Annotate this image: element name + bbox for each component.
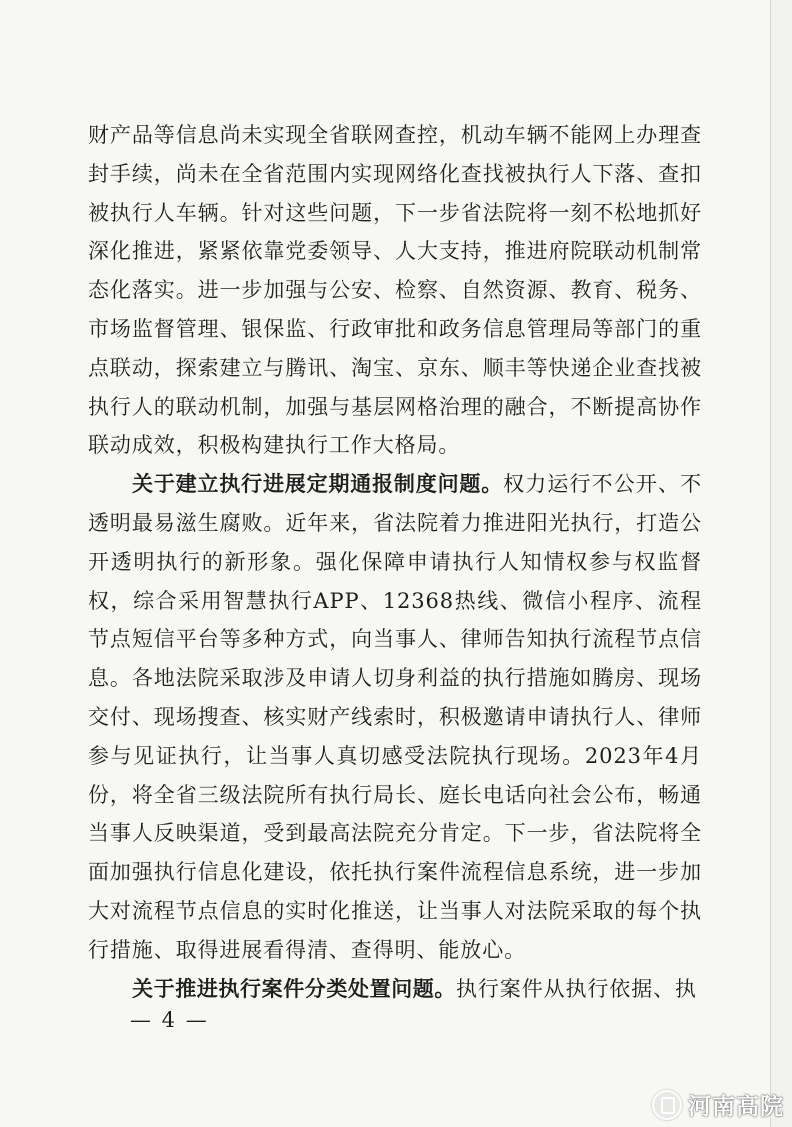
watermark	[652, 1088, 784, 1121]
paragraph-1	[88, 116, 702, 465]
court-emblem-icon	[652, 1090, 682, 1120]
paragraph-1-text: 财产品等信息尚未实现全省联网查控，机动车辆不能网上办理查封手续，尚未在全省范围内实现网络化查找被执行人下落、查扣被执行人车辆。针对这些问题，下一步省法院将一刻不松地抓好深化推进，紧紧依靠党委领导、人大支持，推进府院联动机制常态化落实。进一步加强与公安、检察、自然资源、教育、税务、市场监督管理、银保监、行政审批和政务信息管理局等部门的重点联动，探索建立与腾讯、淘宝、京东、顺丰等快递企业查找被执行人的联动机制，加强与基层网格治理的融合，不断提高协作联动成效，积极构建执行工作大格局。	[88, 123, 702, 458]
document-body	[88, 116, 702, 1008]
paragraph-2	[88, 465, 702, 969]
paragraph-3-heading: 关于推进执行案件分类处置问题。	[132, 976, 456, 1001]
paragraph-3-text: 执行案件从执行依据、执	[456, 976, 697, 1001]
watermark-text: 河南高院	[688, 1094, 784, 1120]
paragraph-2-heading: 关于建立执行进展定期通报制度问题。	[132, 472, 504, 497]
page-number: — 4 —	[130, 1008, 209, 1032]
paragraph-2-text: 权力运行不公开、不透明最易滋生腐败。近年来，省法院着力推进阳光执行，打造公开透明执行的新形象。强化保障申请执行人知情权参与权监督权，综合采用智慧执行APP、12368热线、微信小程序、流程节点短信平台等多种方式，向当事人、律师告知执行流程节点信息。各地法院采取涉及申请人切身利益的执行措施如腾房、现场交付、现场搜查、核实财产线索时，积极邀请申请执行人、律师参与见证执行，让当事人真切感受法院执行现场。2023年4月份，将全省三级法院所有执行局长、庭长电话向社会公布，畅通当事人反映渠道，受到最高法院充分肯定。下一步，省法院将全面加强执行信息化建设，依托执行案件流程信息系统，进一步加大对流程节点信息的实时化推送，让当事人对法院采取的每个执行措施、取得进展看得清、查得明、能放心。	[88, 472, 702, 962]
paragraph-3	[88, 970, 702, 1009]
